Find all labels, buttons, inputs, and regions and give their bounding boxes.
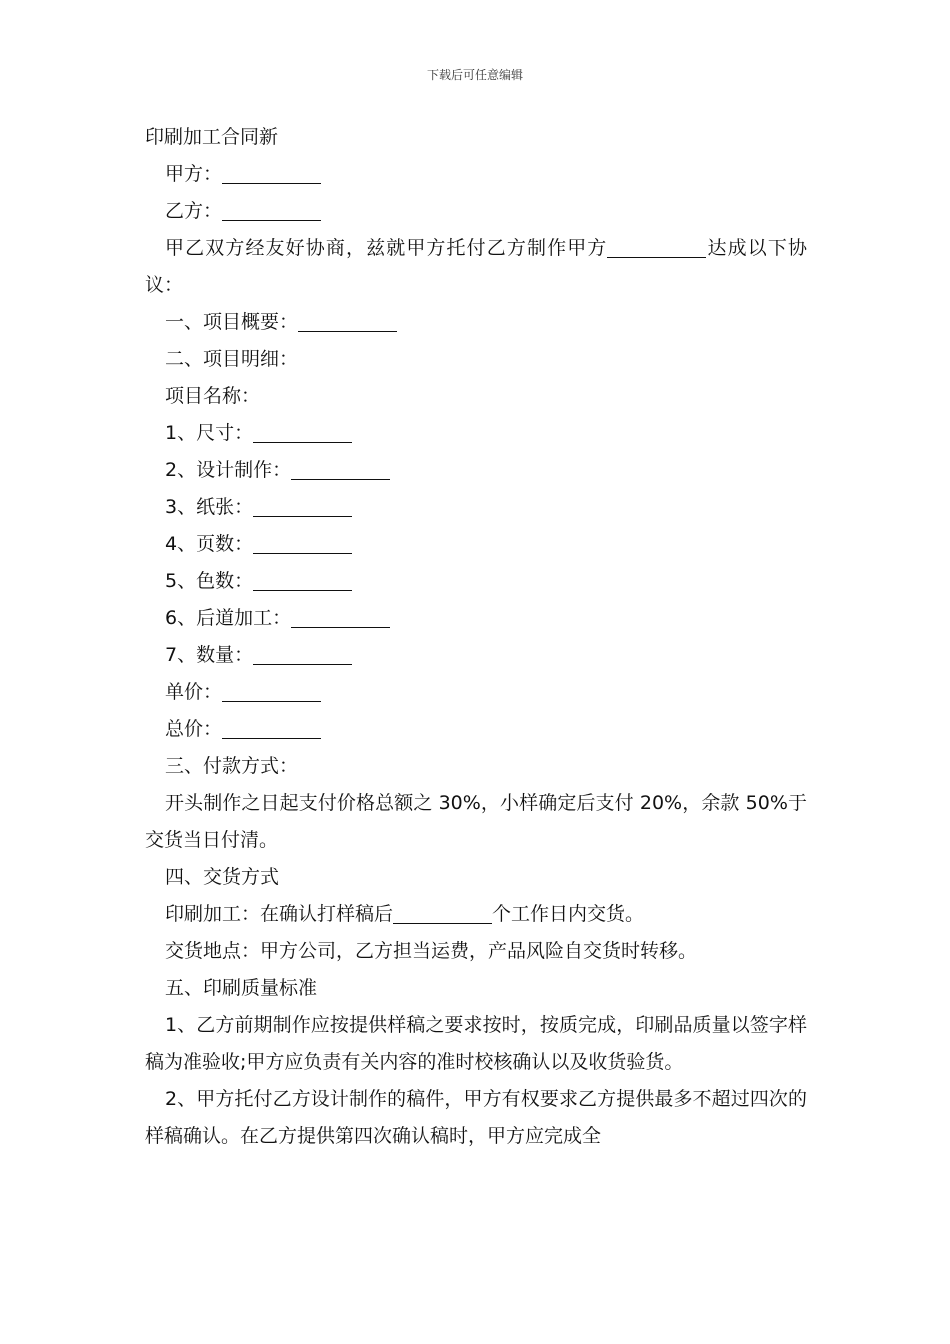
section-1-line [145, 304, 807, 341]
quality-paragraph-1: 1、乙方前期制作应按提供样稿之要求按时，按质完成，印刷品质量以签字样稿为准验收;甲方应负责有关内容的准时校核确认以及收货验货。 [145, 1014, 807, 1073]
item-line [145, 526, 807, 563]
item-blank [253, 420, 352, 443]
unit-price-line [145, 674, 807, 711]
document-title: 印刷加工合同新 [145, 126, 279, 148]
intro-text-before: 甲乙双方经友好协商，兹就甲方托付乙方制作甲方 [165, 237, 608, 259]
total-price-blank [222, 716, 321, 739]
section-4-heading: 四、交货方式 [165, 866, 280, 888]
intro-text-after: 达成以下协议： [145, 237, 807, 296]
delivery-text-after: 个工作日内交货。 [492, 903, 645, 925]
delivery-text-before: 印刷加工：在确认打样稿后 [165, 903, 394, 925]
item-line [145, 600, 807, 637]
item-line [145, 637, 807, 674]
item-line [145, 415, 807, 452]
section-2-heading: 二、项目明细： [165, 348, 299, 370]
party-a-blank [222, 161, 321, 184]
page-header-note: 下载后可任意编辑 [426, 68, 523, 82]
party-b-blank [222, 198, 321, 221]
unit-price-blank [222, 679, 321, 702]
item-name-label: 项目名称： [165, 385, 261, 407]
item-blank [291, 605, 390, 628]
total-price-line [145, 711, 807, 748]
delivery-line [145, 896, 807, 933]
delivery-blank [393, 901, 492, 924]
section-1-heading: 一、项目概要： [165, 311, 299, 333]
section-3-heading: 三、付款方式： [165, 755, 299, 777]
item-label: 4、页数： [165, 533, 254, 555]
item-blank [253, 568, 352, 591]
item-blank [291, 457, 390, 480]
item-line [145, 563, 807, 600]
item-line [145, 489, 807, 526]
total-price-label: 总价： [165, 718, 223, 740]
section-1-blank [298, 309, 397, 332]
item-line [145, 452, 807, 489]
party-b-line [145, 193, 807, 230]
section-5-heading: 五、印刷质量标准 [165, 977, 318, 999]
party-a-line [145, 156, 807, 193]
party-b-label: 乙方： [165, 200, 223, 222]
item-label: 6、后道加工： [165, 607, 292, 629]
contract-body [145, 119, 807, 1155]
quality-paragraph-2: 2、甲方托付乙方设计制作的稿件，甲方有权要求乙方提供最多不超过四次的样稿确认。在乙方提供第四次确认稿时，甲方应完成全 [145, 1088, 807, 1147]
item-label: 3、纸张： [165, 496, 254, 518]
intro-blank [607, 235, 706, 258]
item-blank [253, 494, 352, 517]
item-blank [253, 531, 352, 554]
payment-paragraph: 开头制作之日起支付价格总额之 30%，小样确定后支付 20%，余款 50%于交货当日付清。 [145, 792, 807, 851]
item-label: 1、尺寸： [165, 422, 254, 444]
item-label: 7、数量： [165, 644, 254, 666]
item-label: 2、设计制作： [165, 459, 292, 481]
item-blank [253, 642, 352, 665]
intro-paragraph [145, 230, 807, 304]
delivery-place-line: 交货地点：甲方公司，乙方担当运费，产品风险自交货时转移。 [165, 940, 698, 962]
party-a-label: 甲方： [165, 163, 223, 185]
unit-price-label: 单价： [165, 681, 223, 703]
item-label: 5、色数： [165, 570, 254, 592]
